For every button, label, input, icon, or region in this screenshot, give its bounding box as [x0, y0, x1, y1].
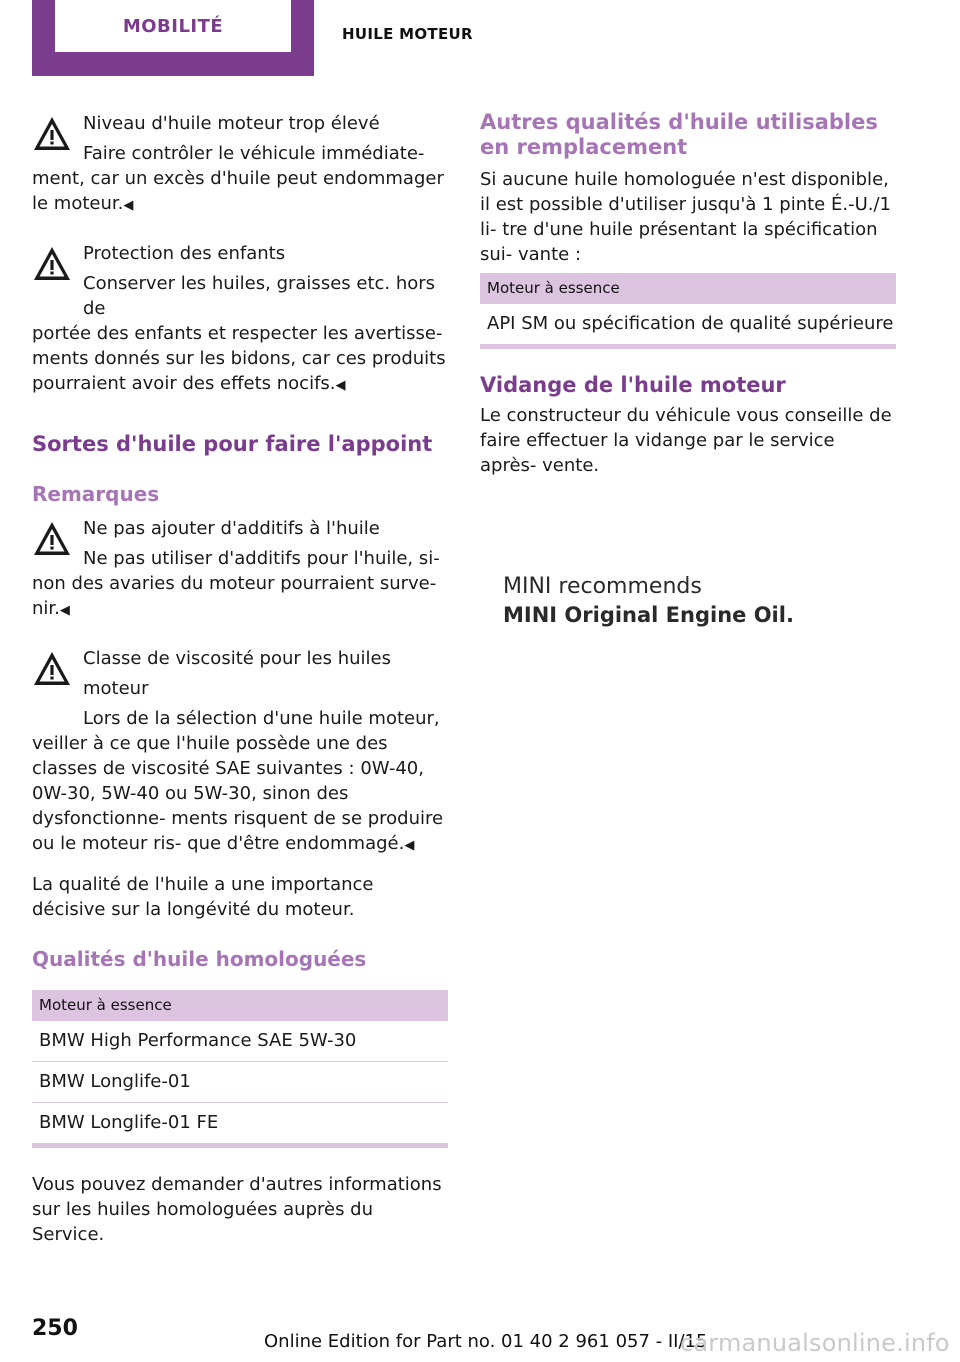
warning-body: veiller à ce que l'huile possède une des classes de viscosité SAE suivantes : 0W-40, 0W-30, 5W-40 ou 5W-30, sinon des dysfonctionne- ments risquent de se produire ou le moteur ris- que d'être endommagé.◀ [32, 733, 444, 854]
table-row: BMW High Performance SAE 5W-30 [32, 1021, 448, 1062]
warning-additives [32, 513, 448, 623]
warning-lead: Faire contrôler le véhicule immédiate- [83, 143, 425, 164]
table-row: BMW Longlife-01 [32, 1062, 448, 1103]
mini-oil-ad [503, 572, 794, 630]
alt-oils-title: Autres qualités d'huile utilisables en remplacement [480, 110, 878, 159]
ad-line-2: MINI Original Engine Oil. [503, 603, 794, 627]
page-header-title: HUILE MOTEUR [342, 25, 473, 43]
warning-triangle-icon [32, 649, 72, 689]
approved-oils-table [32, 990, 448, 1148]
oil-change-title: Vidange de l'huile moteur [480, 373, 786, 397]
section-tab [32, 0, 314, 76]
warning-lead: Lors de la sélection d'une huile moteur, [83, 708, 440, 729]
table-row: API SM ou spécification de qualité supérieure [487, 313, 894, 334]
table-end-bar [32, 1143, 448, 1148]
warning-title: Niveau d'huile moteur trop élevé [83, 113, 380, 134]
table-row: BMW Longlife-01 FE [39, 1112, 219, 1133]
alt-oils-table [480, 273, 896, 349]
warning-body: non des avaries du moteur pourraient surve- nir.◀ [32, 573, 437, 619]
warning-title: Protection des enfants [83, 243, 286, 264]
warning-triangle-icon [32, 114, 72, 154]
quality-paragraph: La qualité de l'huile a une importance décisive sur la longévité du moteur. [32, 874, 374, 920]
warning-children [32, 238, 448, 398]
table-end-bar [480, 344, 896, 349]
table-header: Moteur à essence [32, 990, 448, 1021]
warning-oil-level [32, 108, 448, 218]
section-topup-title: Sortes d'huile pour faire l'appoint [32, 432, 433, 456]
page-number: 250 [32, 1316, 78, 1341]
warning-body: portée des enfants et respecter les avertisse- ments donnés sur les bidons, car ces produits pourraient avoir des effets nocifs.◀ [32, 323, 446, 394]
ad-line-1: MINI recommends [503, 574, 702, 599]
end-mark: ◀ [404, 838, 415, 853]
warning-lead: Ne pas utiliser d'additifs pour l'huile, si- [83, 548, 440, 569]
alt-oils-paragraph: Si aucune huile homologuée n'est disponible, il est possible d'utiliser jusqu'à 1 pinte É.-U./1 li- tre d'une huile présentant la spécification sui- vante : [480, 169, 891, 265]
section-tab-inner [55, 0, 291, 52]
warning-triangle-icon [32, 244, 72, 284]
right-column [480, 108, 896, 478]
subsection-remarks-title: Remarques [32, 482, 160, 506]
warning-triangle-icon [32, 519, 72, 559]
warning-lead: Conserver les huiles, graisses etc. hors de [83, 273, 436, 319]
end-mark: ◀ [123, 198, 134, 213]
section-tab-label: MOBILITÉ [122, 15, 224, 37]
warning-title: Ne pas ajouter d'additifs à l'huile [83, 518, 380, 539]
footer-edition: Online Edition for Part no. 01 40 2 961 057 - II/15 [264, 1331, 708, 1352]
warning-viscosity [32, 643, 448, 858]
warning-body: ment, car un excès d'huile peut endommager le moteur.◀ [32, 168, 444, 214]
approved-oils-title: Qualités d'huile homologuées [32, 947, 367, 971]
end-mark: ◀ [59, 603, 70, 618]
left-column [32, 108, 448, 1247]
oil-change-paragraph: Le constructeur du véhicule vous conseille de faire effectuer la vidange par le service après- vente. [480, 405, 892, 476]
end-mark: ◀ [335, 378, 346, 393]
watermark: carmanualsonline.info [680, 1329, 950, 1357]
warning-title: Classe de viscosité pour les huiles moteur [83, 648, 391, 699]
table-header: Moteur à essence [480, 273, 896, 304]
info-paragraph: Vous pouvez demander d'autres informations sur les huiles homologuées auprès du Service. [32, 1174, 442, 1245]
